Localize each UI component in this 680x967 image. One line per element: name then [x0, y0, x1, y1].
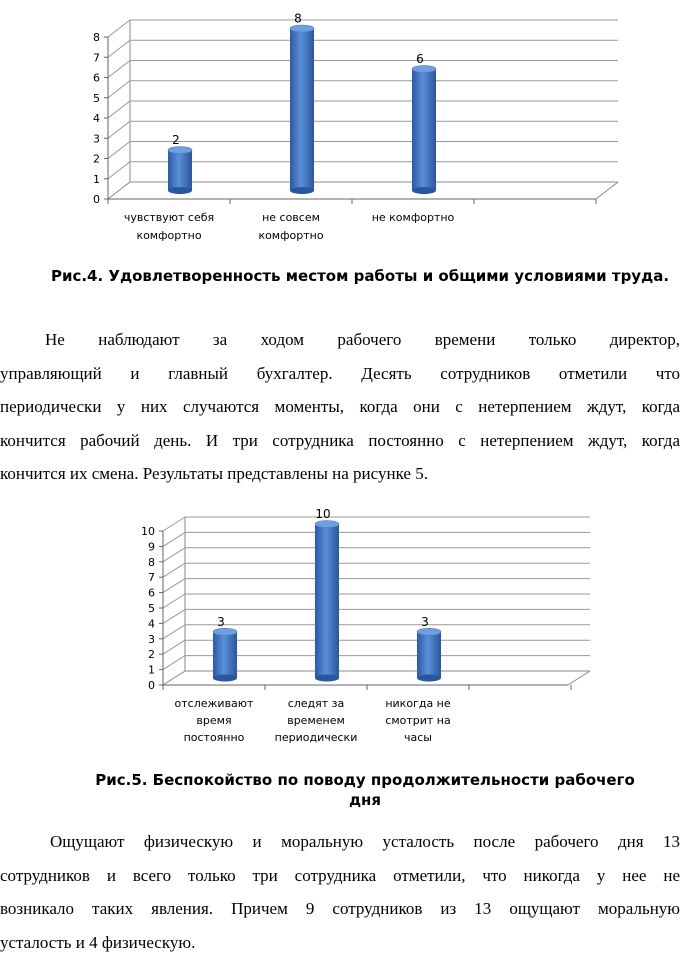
category-label: периодически: [274, 731, 358, 744]
gridline: [163, 579, 185, 593]
bar-body: [412, 69, 436, 191]
bar-base: [168, 187, 192, 194]
y-tick-label: 6: [148, 586, 155, 600]
y-tick-label: 4: [148, 617, 155, 631]
gridline: [163, 517, 185, 531]
bar-top: [290, 25, 314, 32]
figure-4-caption: Рис.4. Удовлетворенность местом работы и общими условиями труда.: [50, 267, 670, 285]
bar: [412, 66, 436, 195]
paragraph-line: периодически у них случаются моменты, когда они с нетерпением ждут, когда: [0, 397, 680, 417]
bar-top: [412, 66, 436, 73]
floor-edge: [163, 671, 185, 685]
bar: [417, 628, 441, 681]
category-label: часы: [404, 731, 432, 744]
gridline: [163, 594, 185, 608]
gridline: [108, 142, 130, 159]
paragraph-line: сотрудников и всего только три сотрудника отметили, что никогда у нее не: [0, 865, 680, 885]
bar-top: [213, 628, 237, 635]
y-tick-label: 0: [93, 193, 100, 206]
bar-base: [290, 187, 314, 194]
bar-body: [213, 632, 237, 678]
y-tick-label: 0: [148, 679, 155, 692]
y-tick-label: 5: [93, 91, 100, 105]
y-tick-label: 1: [93, 172, 100, 186]
category-label: следят за: [287, 697, 345, 710]
gridline: [108, 20, 130, 37]
bar-base: [417, 675, 441, 682]
bar-top: [315, 521, 339, 528]
figure-5-caption: [50, 770, 680, 810]
y-tick-label: 7: [93, 51, 100, 65]
paragraph-2: [0, 825, 680, 959]
y-tick-label: 3: [93, 132, 100, 146]
figure-5-caption-line-2: дня: [348, 791, 382, 809]
gridline: [163, 640, 185, 654]
bar: [315, 521, 339, 682]
y-tick-label: 8: [148, 555, 155, 569]
category-label: комфортно: [258, 229, 324, 242]
gridline: [108, 121, 130, 138]
bar-body: [417, 632, 441, 678]
paragraph-line: кончится их смена. Результаты представлены на рисунке 5.: [0, 464, 428, 484]
gridline: [163, 548, 185, 562]
gridline: [163, 625, 185, 639]
data-label: 10: [315, 507, 331, 521]
floor-edge: [568, 671, 590, 685]
data-label: 8: [294, 11, 302, 26]
y-tick-label: 1: [148, 663, 155, 677]
bar-body: [290, 29, 314, 191]
gridline: [108, 81, 130, 98]
category-label: никогда не: [385, 697, 451, 710]
y-tick-label: 8: [93, 31, 100, 44]
category-label: смотрит на: [385, 714, 451, 727]
gridline: [163, 609, 185, 623]
y-tick-label: 5: [148, 602, 155, 615]
bar-base: [315, 675, 339, 682]
y-tick-label: 10: [141, 525, 155, 538]
y-tick-label: 2: [148, 648, 155, 662]
gridline: [108, 40, 130, 57]
data-label: 2: [172, 133, 180, 147]
paragraph-line: Ощущают физическую и моральную усталость после рабочего дня 13: [50, 832, 680, 851]
gridline: [163, 563, 185, 577]
paragraph-line: Не наблюдают за ходом рабочего времени только директор,: [45, 330, 680, 349]
bar: [168, 147, 192, 195]
y-tick-label: 7: [148, 571, 155, 585]
bar-body: [315, 524, 339, 678]
bar-body: [168, 150, 192, 191]
category-label: не совсем: [262, 211, 320, 224]
data-label: 6: [416, 52, 424, 66]
category-label: отслеживают: [174, 697, 254, 710]
gridline: [108, 162, 130, 179]
category-label: комфортно: [136, 229, 202, 242]
bar: [213, 628, 237, 681]
gridline: [108, 61, 130, 78]
bar-top: [168, 147, 192, 154]
y-tick-label: 4: [93, 112, 100, 125]
bar-base: [213, 675, 237, 682]
data-label: 3: [421, 614, 429, 629]
bar-top: [417, 628, 441, 635]
y-tick-label: 6: [93, 71, 100, 85]
gridline: [163, 656, 185, 670]
paragraph-line: управляющий и главный бухгалтер. Десять сотрудников отметили что: [0, 363, 680, 383]
y-tick-label: 9: [148, 540, 155, 554]
paragraph-1: [0, 323, 680, 491]
figure-5-caption-line-1: Рис.5. Беспокойство по поводу продолжительности рабочего: [95, 771, 635, 789]
data-label: 3: [217, 614, 225, 629]
category-label: время: [196, 714, 232, 727]
floor-edge: [596, 182, 618, 199]
category-label: не комфортно: [371, 211, 455, 224]
category-label: постоянно: [183, 731, 245, 744]
y-tick-label: 3: [148, 632, 155, 646]
chart-workplace-satisfaction: [0, 0, 680, 250]
gridline: [163, 532, 185, 546]
floor-edge: [108, 182, 130, 199]
bar-base: [412, 187, 436, 194]
category-label: временем: [287, 714, 345, 727]
chart-worktime-concern: [0, 500, 680, 750]
paragraph-line: усталость и 4 физическую.: [0, 932, 196, 952]
y-tick-label: 2: [93, 152, 100, 166]
gridline: [108, 101, 130, 118]
paragraph-line: возникало таких явления. Причем 9 сотрудников из 13 ощущают моральную: [0, 899, 680, 919]
category-label: чувствуют себя: [123, 211, 215, 224]
bar: [290, 25, 314, 194]
paragraph-line: кончится рабочий день. И три сотрудника постоянно с нетерпением ждут, когда: [0, 430, 680, 450]
